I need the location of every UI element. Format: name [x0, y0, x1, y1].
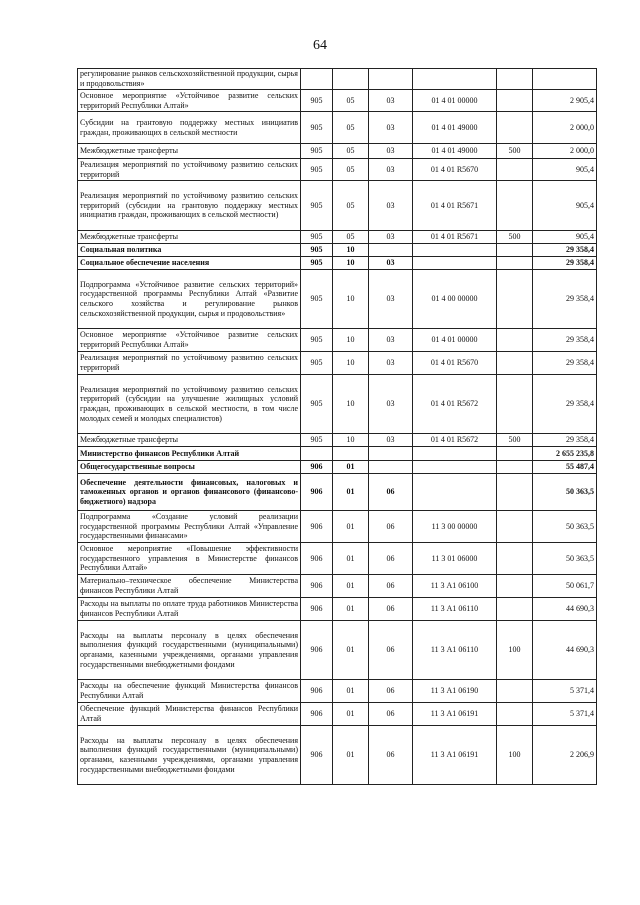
- table-row: [78, 244, 597, 257]
- page-number: 64: [313, 38, 327, 53]
- subsection-code-cell: 03: [369, 144, 413, 159]
- section-code-cell: [333, 69, 369, 90]
- amount-cell: 50 363,5: [533, 511, 597, 543]
- item-name-cell: Обеспечение функций Министерства финансов Республики Алтай: [78, 703, 301, 726]
- ministry-code-cell: 905: [301, 144, 333, 159]
- section-code-cell: 01: [333, 575, 369, 598]
- expense-type-code-cell: 500: [497, 434, 533, 447]
- amount-cell: [533, 69, 597, 90]
- ministry-code-cell: 905: [301, 112, 333, 144]
- table-row: [78, 474, 597, 511]
- item-name-cell: Межбюджетные трансферты: [78, 231, 301, 244]
- table-row: [78, 375, 597, 434]
- expense-type-code-cell: [497, 112, 533, 144]
- expense-type-code-cell: 500: [497, 144, 533, 159]
- ministry-code-cell: 905: [301, 90, 333, 112]
- table-row: [78, 511, 597, 543]
- expense-type-code-cell: [497, 352, 533, 375]
- target-article-code-cell: 01 4 00 00000: [413, 270, 497, 329]
- amount-cell: 44 690,3: [533, 621, 597, 680]
- expense-type-code-cell: [497, 575, 533, 598]
- target-article-code-cell: [413, 69, 497, 90]
- ministry-code-cell: 906: [301, 575, 333, 598]
- subsection-code-cell: 06: [369, 543, 413, 575]
- item-name-cell: Реализация мероприятий по устойчивому развитию сельских территорий (субсидии на улучшение жилищных условий граждан, проживающих в сельской местности, в том числе молодых семей и молодых специалистов): [78, 375, 301, 434]
- section-code-cell: 05: [333, 112, 369, 144]
- subsection-code-cell: 06: [369, 726, 413, 785]
- subsection-code-cell: 06: [369, 621, 413, 680]
- expense-type-code-cell: [497, 543, 533, 575]
- table-row: [78, 270, 597, 329]
- section-code-cell: 01: [333, 461, 369, 474]
- subsection-code-cell: 06: [369, 474, 413, 511]
- target-article-code-cell: [413, 474, 497, 511]
- table-row: [78, 329, 597, 352]
- section-code-cell: 01: [333, 703, 369, 726]
- amount-cell: 29 358,4: [533, 244, 597, 257]
- section-code-cell: 01: [333, 543, 369, 575]
- target-article-code-cell: [413, 447, 497, 461]
- section-code-cell: 01: [333, 726, 369, 785]
- expense-type-code-cell: [497, 159, 533, 181]
- amount-cell: 29 358,4: [533, 270, 597, 329]
- expense-type-code-cell: [497, 447, 533, 461]
- ministry-code-cell: 906: [301, 598, 333, 621]
- ministry-code-cell: 906: [301, 680, 333, 703]
- budget-table: [77, 68, 597, 785]
- item-name-cell: Межбюджетные трансферты: [78, 434, 301, 447]
- target-article-code-cell: 01 4 01 49000: [413, 144, 497, 159]
- item-name-cell: Общегосударственные вопросы: [78, 461, 301, 474]
- amount-cell: 2 655 235,8: [533, 447, 597, 461]
- target-article-code-cell: 11 3 А1 06110: [413, 621, 497, 680]
- item-name-cell: Реализация мероприятий по устойчивому развитию сельских территорий (субсидии на грантовую поддержку местных инициатив граждан, проживающих в сельской местности): [78, 181, 301, 231]
- section-code-cell: 05: [333, 181, 369, 231]
- target-article-code-cell: 01 4 01 R5672: [413, 375, 497, 434]
- expense-type-code-cell: [497, 680, 533, 703]
- amount-cell: 2 905,4: [533, 90, 597, 112]
- subsection-code-cell: 03: [369, 257, 413, 270]
- section-code-cell: 10: [333, 329, 369, 352]
- section-code-cell: 01: [333, 680, 369, 703]
- target-article-code-cell: 01 4 01 00000: [413, 90, 497, 112]
- expense-type-code-cell: 100: [497, 726, 533, 785]
- budget-table-body: [78, 69, 597, 785]
- item-name-cell: Подпрограмма «Устойчивое развитие сельских территорий» государственной программы Республики Алтай «Развитие сельского хозяйства и регулирование рынков сельскохозяйственной продукции, сырья и продовольствия»: [78, 270, 301, 329]
- target-article-code-cell: 01 4 01 00000: [413, 329, 497, 352]
- amount-cell: 29 358,4: [533, 375, 597, 434]
- target-article-code-cell: 01 4 01 49000: [413, 112, 497, 144]
- target-article-code-cell: 01 4 01 R5670: [413, 159, 497, 181]
- item-name-cell: Расходы на выплаты персоналу в целях обеспечения выполнения функций государственными (муниципальными) органами, казенными учреждениями, органами управления государственными внебюджетными фондами: [78, 726, 301, 785]
- table-row: [78, 680, 597, 703]
- target-article-code-cell: 11 3 01 06000: [413, 543, 497, 575]
- ministry-code-cell: [301, 447, 333, 461]
- item-name-cell: Основное мероприятие «Повышение эффективности государственного управления в Министерстве финансов Республики Алтай»: [78, 543, 301, 575]
- section-code-cell: 05: [333, 90, 369, 112]
- item-name-cell: Расходы на обеспечение функций Министерства финансов Республики Алтай: [78, 680, 301, 703]
- ministry-code-cell: 905: [301, 159, 333, 181]
- table-row: [78, 257, 597, 270]
- subsection-code-cell: 06: [369, 703, 413, 726]
- ministry-code-cell: 905: [301, 270, 333, 329]
- amount-cell: 29 358,4: [533, 329, 597, 352]
- ministry-code-cell: 905: [301, 231, 333, 244]
- expense-type-code-cell: [497, 90, 533, 112]
- ministry-code-cell: 905: [301, 434, 333, 447]
- table-row: [78, 231, 597, 244]
- section-code-cell: 01: [333, 474, 369, 511]
- section-code-cell: 01: [333, 621, 369, 680]
- subsection-code-cell: 03: [369, 181, 413, 231]
- target-article-code-cell: 11 3 А1 06190: [413, 680, 497, 703]
- subsection-code-cell: 03: [369, 270, 413, 329]
- table-row: [78, 703, 597, 726]
- ministry-code-cell: 905: [301, 257, 333, 270]
- amount-cell: 5 371,4: [533, 680, 597, 703]
- table-row: [78, 69, 597, 90]
- ministry-code-cell: 905: [301, 375, 333, 434]
- amount-cell: 905,4: [533, 231, 597, 244]
- section-code-cell: 01: [333, 598, 369, 621]
- expense-type-code-cell: [497, 598, 533, 621]
- item-name-cell: Социальное обеспечение населения: [78, 257, 301, 270]
- ministry-code-cell: [301, 69, 333, 90]
- ministry-code-cell: 905: [301, 181, 333, 231]
- section-code-cell: 10: [333, 257, 369, 270]
- subsection-code-cell: 06: [369, 598, 413, 621]
- amount-cell: 29 358,4: [533, 352, 597, 375]
- amount-cell: 29 358,4: [533, 434, 597, 447]
- target-article-code-cell: 11 3 А1 06100: [413, 575, 497, 598]
- amount-cell: 44 690,3: [533, 598, 597, 621]
- amount-cell: 50 061,7: [533, 575, 597, 598]
- table-row: [78, 543, 597, 575]
- table-row: [78, 144, 597, 159]
- expense-type-code-cell: [497, 461, 533, 474]
- item-name-cell: Субсидии на грантовую поддержку местных инициатив граждан, проживающих в сельской местности: [78, 112, 301, 144]
- target-article-code-cell: 01 4 01 R5670: [413, 352, 497, 375]
- amount-cell: 2 206,9: [533, 726, 597, 785]
- section-code-cell: 05: [333, 231, 369, 244]
- subsection-code-cell: 06: [369, 680, 413, 703]
- section-code-cell: 10: [333, 270, 369, 329]
- table-row: [78, 621, 597, 680]
- section-code-cell: 01: [333, 511, 369, 543]
- table-row: [78, 447, 597, 461]
- expense-type-code-cell: [497, 244, 533, 257]
- target-article-code-cell: 11 3 А1 06191: [413, 726, 497, 785]
- item-name-cell: Реализация мероприятий по устойчивому развитию сельских территорий: [78, 352, 301, 375]
- table-row: [78, 575, 597, 598]
- section-code-cell: 10: [333, 352, 369, 375]
- table-row: [78, 181, 597, 231]
- amount-cell: 905,4: [533, 159, 597, 181]
- subsection-code-cell: 06: [369, 511, 413, 543]
- item-name-cell: Межбюджетные трансферты: [78, 144, 301, 159]
- item-name-cell: Обеспечение деятельности финансовых, налоговых и таможенных органов и органов финансового (финансово-бюджетного) надзора: [78, 474, 301, 511]
- expense-type-code-cell: [497, 181, 533, 231]
- ministry-code-cell: 906: [301, 474, 333, 511]
- expense-type-code-cell: 100: [497, 621, 533, 680]
- target-article-code-cell: 11 3 А1 06110: [413, 598, 497, 621]
- item-name-cell: Социальная политика: [78, 244, 301, 257]
- item-name-cell: Основное мероприятие «Устойчивое развитие сельских территорий Республики Алтай»: [78, 90, 301, 112]
- target-article-code-cell: 01 4 01 R5671: [413, 231, 497, 244]
- expense-type-code-cell: 500: [497, 231, 533, 244]
- section-code-cell: [333, 447, 369, 461]
- expense-type-code-cell: [497, 329, 533, 352]
- ministry-code-cell: 906: [301, 461, 333, 474]
- subsection-code-cell: 03: [369, 434, 413, 447]
- subsection-code-cell: [369, 244, 413, 257]
- item-name-cell: Основное мероприятие «Устойчивое развитие сельских территорий Республики Алтай»: [78, 329, 301, 352]
- target-article-code-cell: [413, 461, 497, 474]
- subsection-code-cell: 03: [369, 112, 413, 144]
- item-name-cell: Расходы на выплаты персоналу в целях обеспечения выполнения функций государственными (муниципальными) органами, казенными учреждениями, органами управления государственными внебюджетными фондами: [78, 621, 301, 680]
- table-row: [78, 598, 597, 621]
- subsection-code-cell: 06: [369, 575, 413, 598]
- table-row: [78, 726, 597, 785]
- amount-cell: 5 371,4: [533, 703, 597, 726]
- section-code-cell: 10: [333, 244, 369, 257]
- section-code-cell: 10: [333, 375, 369, 434]
- target-article-code-cell: 01 4 01 R5672: [413, 434, 497, 447]
- target-article-code-cell: [413, 244, 497, 257]
- section-code-cell: 10: [333, 434, 369, 447]
- subsection-code-cell: [369, 461, 413, 474]
- ministry-code-cell: 905: [301, 329, 333, 352]
- expense-type-code-cell: [497, 703, 533, 726]
- subsection-code-cell: 03: [369, 375, 413, 434]
- item-name-cell: Материально–техническое обеспечение Министерства финансов Республики Алтай: [78, 575, 301, 598]
- amount-cell: 55 487,4: [533, 461, 597, 474]
- section-code-cell: 05: [333, 159, 369, 181]
- expense-type-code-cell: [497, 69, 533, 90]
- ministry-code-cell: 906: [301, 543, 333, 575]
- ministry-code-cell: 906: [301, 703, 333, 726]
- table-row: [78, 461, 597, 474]
- ministry-code-cell: 905: [301, 352, 333, 375]
- expense-type-code-cell: [497, 511, 533, 543]
- amount-cell: 29 358,4: [533, 257, 597, 270]
- item-name-cell: Реализация мероприятий по устойчивому развитию сельских территорий: [78, 159, 301, 181]
- ministry-code-cell: 906: [301, 511, 333, 543]
- table-row: [78, 434, 597, 447]
- subsection-code-cell: 03: [369, 352, 413, 375]
- subsection-code-cell: 03: [369, 231, 413, 244]
- expense-type-code-cell: [497, 270, 533, 329]
- table-row: [78, 112, 597, 144]
- expense-type-code-cell: [497, 375, 533, 434]
- amount-cell: 50 363,5: [533, 543, 597, 575]
- expense-type-code-cell: [497, 257, 533, 270]
- item-name-cell: Расходы на выплаты по оплате труда работников Министерства финансов Республики Алтай: [78, 598, 301, 621]
- table-row: [78, 352, 597, 375]
- amount-cell: 50 363,5: [533, 474, 597, 511]
- item-name-cell: регулирование рынков сельскохозяйственной продукции, сырья и продовольствия»: [78, 69, 301, 90]
- subsection-code-cell: [369, 69, 413, 90]
- target-article-code-cell: [413, 257, 497, 270]
- subsection-code-cell: 03: [369, 329, 413, 352]
- amount-cell: 905,4: [533, 181, 597, 231]
- target-article-code-cell: 11 3 А1 06191: [413, 703, 497, 726]
- ministry-code-cell: 906: [301, 621, 333, 680]
- subsection-code-cell: 03: [369, 159, 413, 181]
- table-row: [78, 159, 597, 181]
- section-code-cell: 05: [333, 144, 369, 159]
- ministry-code-cell: 906: [301, 726, 333, 785]
- target-article-code-cell: 01 4 01 R5671: [413, 181, 497, 231]
- item-name-cell: Министерство финансов Республики Алтай: [78, 447, 301, 461]
- table-row: [78, 90, 597, 112]
- target-article-code-cell: 11 3 00 00000: [413, 511, 497, 543]
- item-name-cell: Подпрограмма «Создание условий реализации государственной программы Республики Алтай «Управление государственными финансами»: [78, 511, 301, 543]
- amount-cell: 2 000,0: [533, 144, 597, 159]
- subsection-code-cell: 03: [369, 90, 413, 112]
- ministry-code-cell: 905: [301, 244, 333, 257]
- subsection-code-cell: [369, 447, 413, 461]
- expense-type-code-cell: [497, 474, 533, 511]
- amount-cell: 2 000,0: [533, 112, 597, 144]
